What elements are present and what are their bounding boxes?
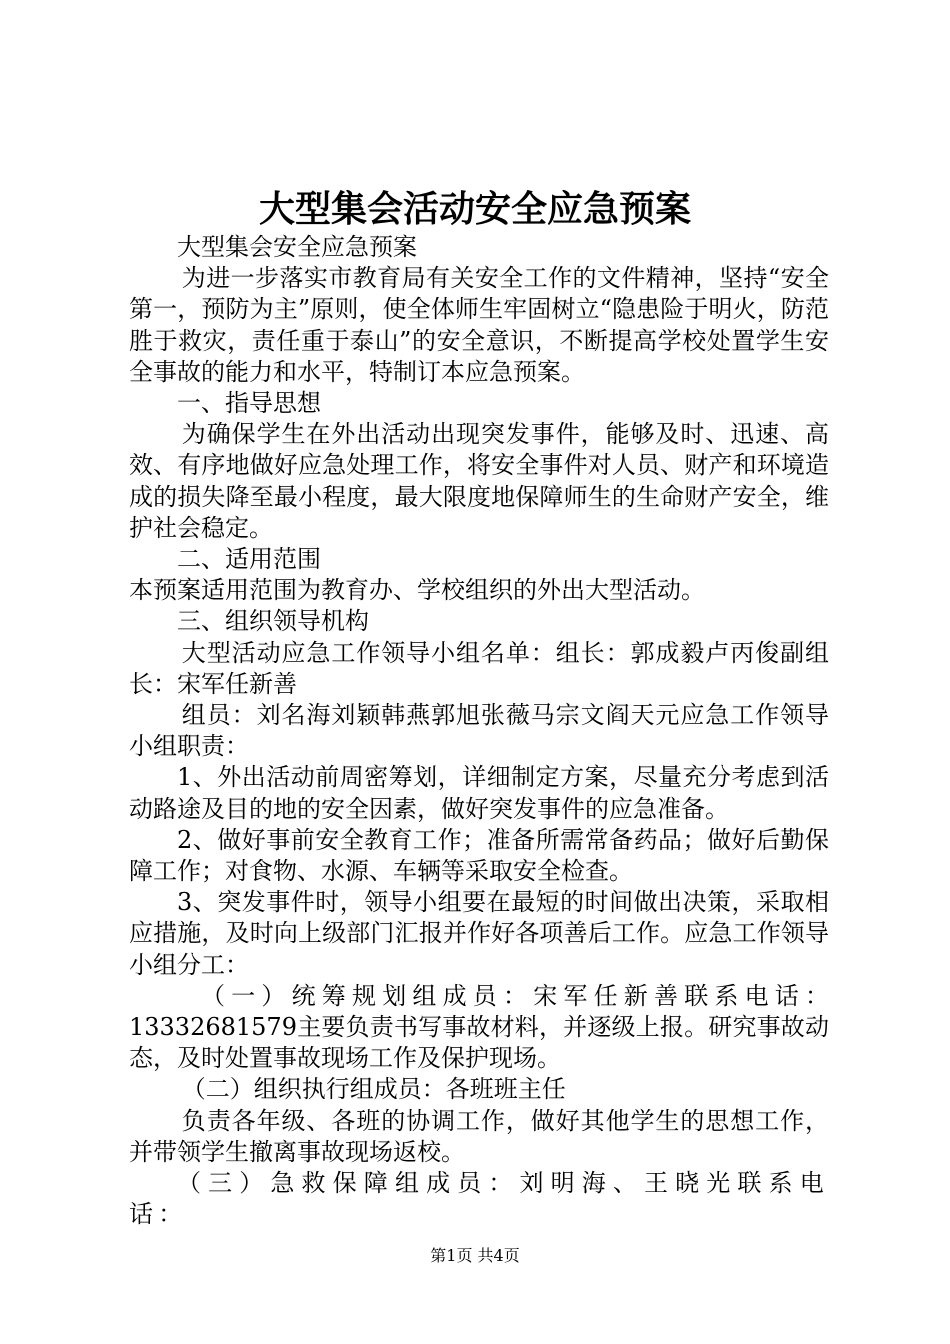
duty-item-1: 1、外出活动前周密筹划，详细制定方案，尽量充分考虑到活动路途及目的地的安全因素，做好突发事件的应急准备。 bbox=[129, 763, 829, 823]
section-heading-guiding-principle: 一、指导思想 bbox=[177, 389, 321, 418]
intro-paragraph: 为进一步落实市教育局有关安全工作的文件精神，坚持“安全第一，预防为主”原则，使全体师生牢固树立“隐患险于明火，防范胜于救灾，责任重于泰山”的安全意识，不断提高学校处置学生安全事故的能力和水平，特制订本应急预案。 bbox=[129, 264, 829, 386]
guiding-principle-paragraph: 为确保学生在外出活动出现突发事件，能够及时、迅速、高效、有序地做好应急处理工作，将安全事件对人员、财产和环境造成的损失降至最小程度，最大限度地保障师生的生命财产安全，维护社会稳定。 bbox=[129, 420, 829, 542]
members-paragraph: 组员：刘名海刘颖韩燕郭旭张薇马宗文阎天元应急工作领导小组职责： bbox=[129, 701, 829, 761]
section-heading-organization: 三、组织领导机构 bbox=[177, 607, 369, 636]
group-rescue-paragraph: （三）急救保障组成员：刘明海、王晓光联系电话： bbox=[129, 1169, 829, 1229]
duty-item-3: 3、突发事件时，领导小组要在最短的时间做出决策，采取相应措施，及时向上级部门汇报并作好各项善后工作。应急工作领导小组分工： bbox=[129, 888, 829, 979]
subtitle-paragraph: 大型集会安全应急预案 bbox=[177, 233, 417, 261]
group-execution-heading: （二）组织执行组成员：各班班主任 bbox=[181, 1075, 566, 1104]
page-footer: 第1页 共4页 bbox=[430, 1246, 520, 1265]
document-body bbox=[129, 232, 829, 1231]
group-planning-paragraph: （一）统筹规划组成员：宋军任新善联系电话：13332681579主要负责书写事故材料，并逐级上报。研究事故动态，及时处置事故现场工作及保护现场。 bbox=[129, 981, 829, 1073]
group-execution-paragraph: 负责各年级、各班的协调工作，做好其他学生的思想工作，并带领学生撤离事故现场返校。 bbox=[129, 1106, 829, 1166]
scope-paragraph: 本预案适用范围为教育办、学校组织的外出大型活动。 bbox=[129, 576, 705, 605]
duty-item-2: 2、做好事前安全教育工作；准备所需常备药品；做好后勤保障工作；对食物、水源、车辆等采取安全检查。 bbox=[129, 825, 829, 886]
section-heading-scope: 二、适用范围 bbox=[177, 545, 321, 574]
document-title: 大型集会活动安全应急预案 bbox=[258, 188, 691, 230]
leadership-list-paragraph: 大型活动应急工作领导小组名单：组长：郭成毅卢丙俊副组长：宋军任新善 bbox=[129, 638, 829, 698]
